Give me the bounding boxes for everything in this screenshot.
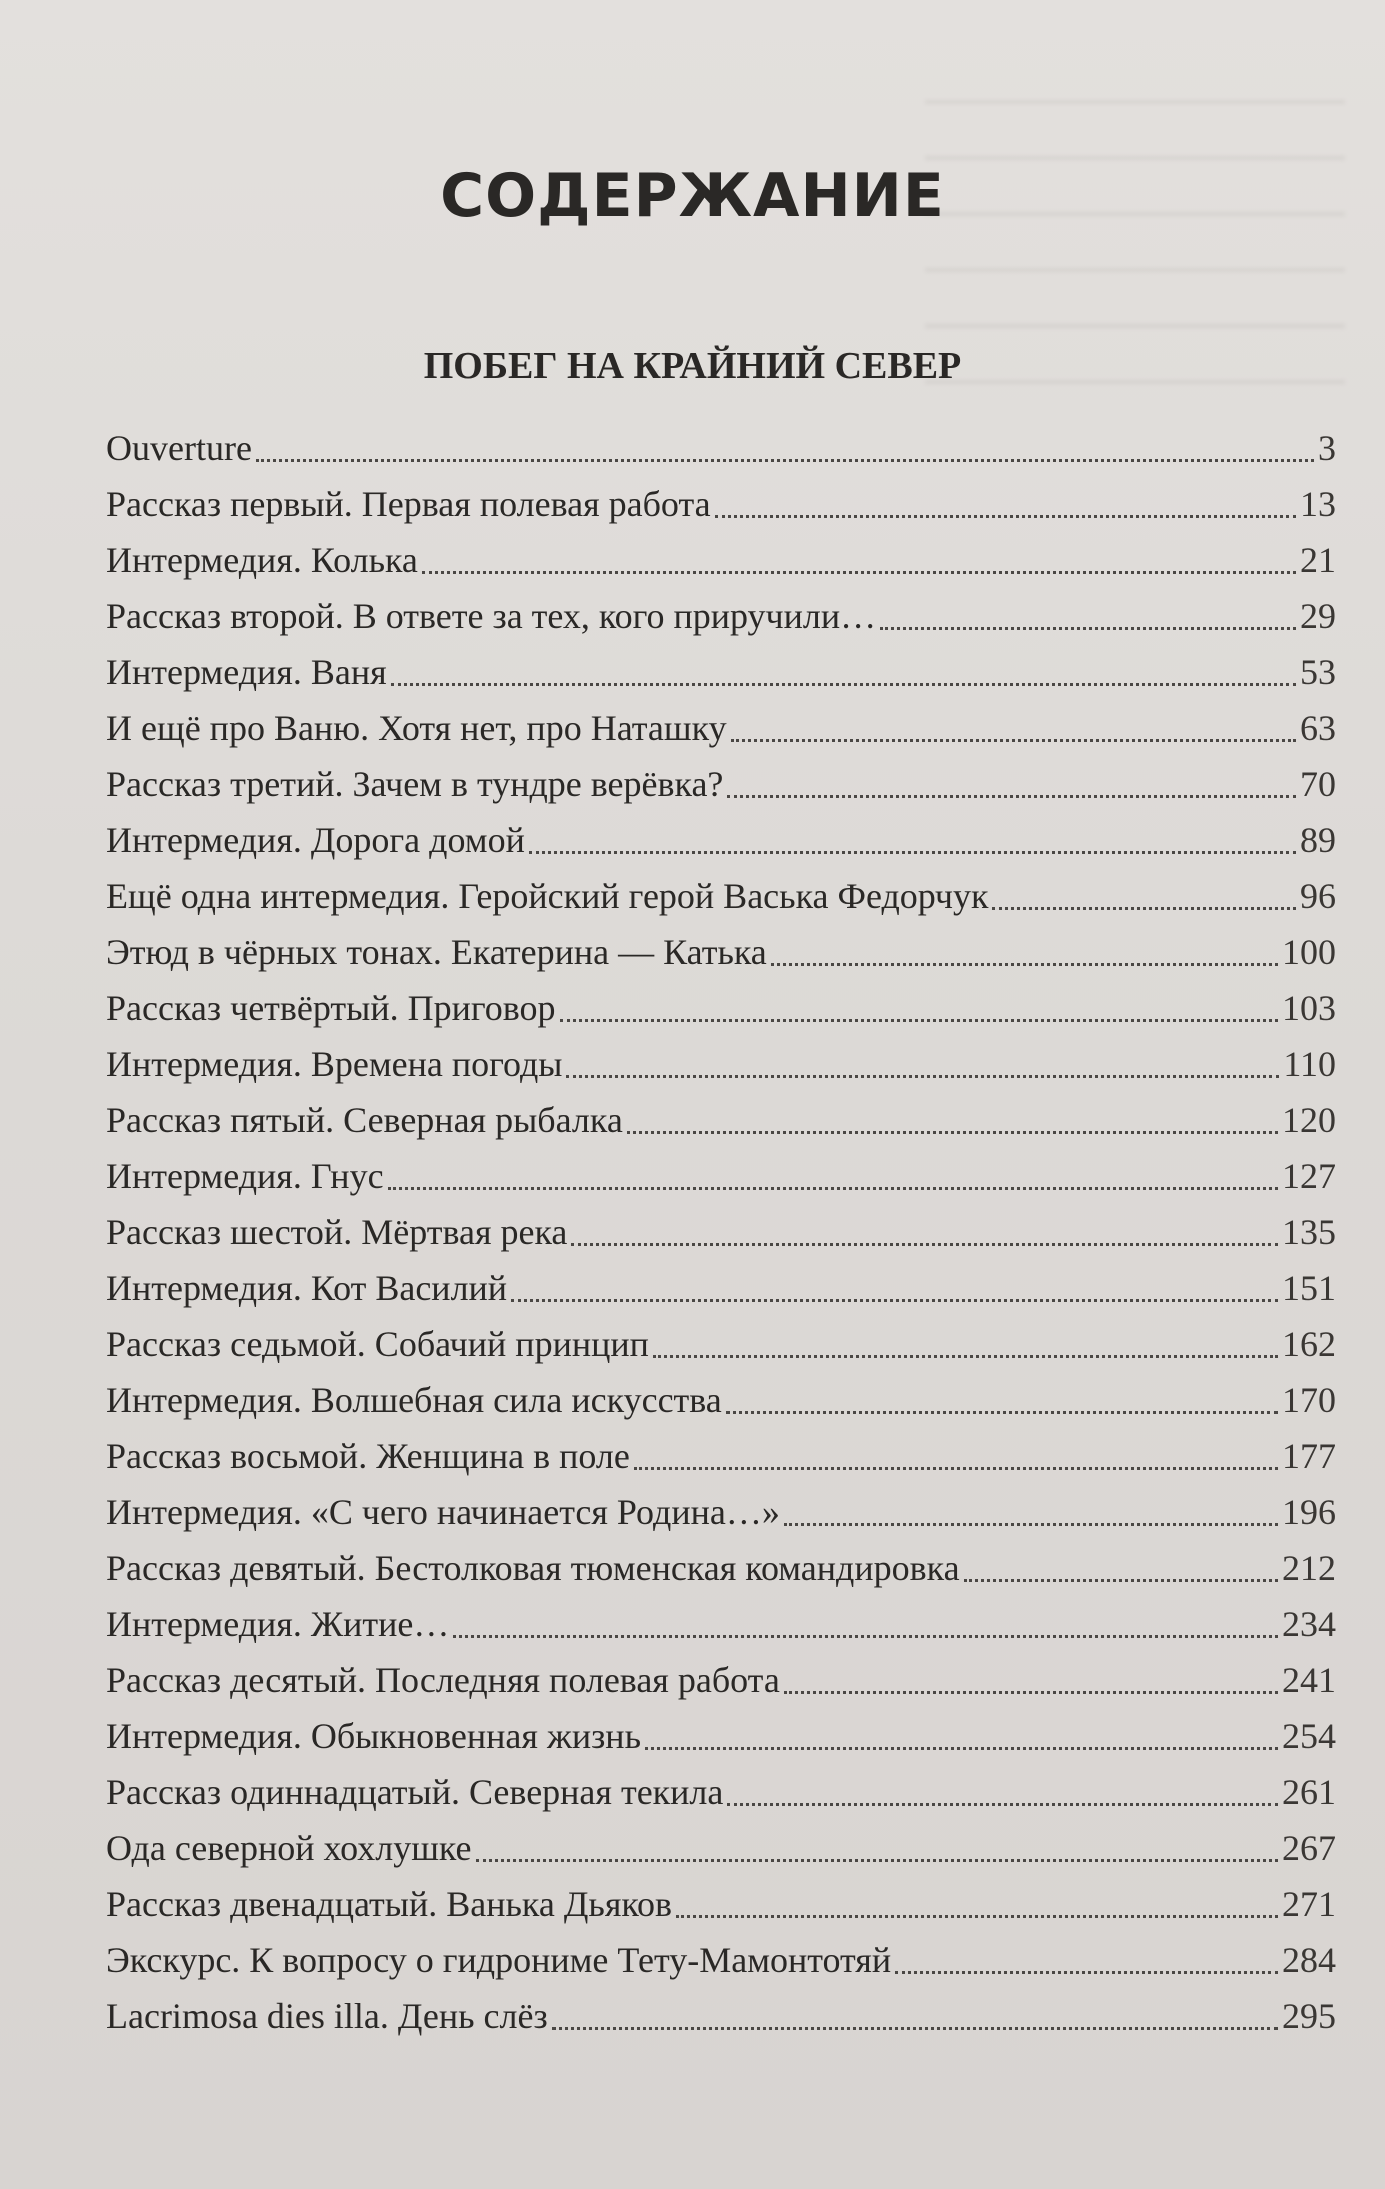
dot-leader: [634, 1463, 1278, 1470]
toc-entry: [106, 1148, 1336, 1204]
toc-entry-page: 29: [1300, 596, 1336, 636]
toc-entry: [106, 1596, 1336, 1652]
dot-leader: [895, 1967, 1278, 1974]
toc-entry: [106, 420, 1336, 476]
toc-entry-page: 100: [1282, 932, 1336, 972]
toc-entry: [106, 644, 1336, 700]
toc-entry-page: 120: [1282, 1100, 1336, 1140]
toc-entry-page: 271: [1282, 1884, 1336, 1924]
toc-entry-page: 212: [1282, 1548, 1336, 1588]
table-of-contents: [106, 420, 1336, 2044]
toc-entry-page: 162: [1282, 1324, 1336, 1364]
toc-entry-title: Интермедия. Времена погоды: [106, 1044, 563, 1084]
toc-entry-title: Рассказ двенадцатый. Ванька Дьяков: [106, 1884, 673, 1924]
toc-entry-title: Ouverture: [106, 428, 252, 468]
toc-entry-title: Интермедия. Житие…: [106, 1604, 450, 1644]
toc-entry-page: 135: [1282, 1212, 1336, 1252]
toc-entry-title: Рассказ четвёртый. Приговор: [106, 988, 556, 1028]
dot-leader: [627, 1127, 1278, 1134]
toc-entry-title: Рассказ второй. В ответе за тех, кого приручили…: [106, 596, 877, 636]
dot-leader: [552, 2023, 1278, 2030]
toc-entry-page: 295: [1282, 1996, 1336, 2036]
toc-entry-page: 234: [1282, 1604, 1336, 1644]
dot-leader: [880, 623, 1296, 630]
toc-entry-title: И ещё про Ваню. Хотя нет, про Наташку: [106, 708, 727, 748]
toc-entry: [106, 1260, 1336, 1316]
toc-entry: [106, 1932, 1336, 1988]
toc-entry-page: 103: [1282, 988, 1336, 1028]
toc-entry: [106, 1484, 1336, 1540]
toc-entry-title: Интермедия. Ваня: [106, 652, 387, 692]
toc-entry: [106, 1372, 1336, 1428]
toc-entry: [106, 476, 1336, 532]
toc-entry-title: Ещё одна интермедия. Геройский герой Васька Федорчук: [106, 876, 989, 916]
toc-entry: [106, 588, 1336, 644]
dot-leader: [726, 1407, 1278, 1414]
section-title: ПОБЕГ НА КРАЙНИЙ СЕВЕР: [423, 345, 962, 387]
toc-entry-title: Интермедия. Дорога домой: [106, 820, 525, 860]
toc-entry-page: 53: [1300, 652, 1336, 692]
dot-leader: [388, 1183, 1278, 1190]
dot-leader: [771, 959, 1278, 966]
toc-entry-title: Рассказ одиннадцатый. Северная текила: [106, 1772, 724, 1812]
toc-entry: [106, 980, 1336, 1036]
toc-entry-page: 70: [1300, 764, 1336, 804]
toc-entry: [106, 1708, 1336, 1764]
toc-entry-title: Рассказ третий. Зачем в тундре верёвка?: [106, 764, 724, 804]
toc-entry: [106, 1820, 1336, 1876]
toc-entry-title: Рассказ десятый. Последняя полевая работа: [106, 1660, 780, 1700]
dot-leader: [476, 1855, 1278, 1862]
dot-leader: [653, 1351, 1278, 1358]
toc-entry: [106, 868, 1336, 924]
dot-leader: [676, 1911, 1278, 1918]
toc-entry-page: 3: [1318, 428, 1336, 468]
toc-entry: [106, 1204, 1336, 1260]
toc-entry-page: 261: [1282, 1772, 1336, 1812]
toc-entry: [106, 756, 1336, 812]
toc-entry-title: Рассказ седьмой. Собачий принцип: [106, 1324, 649, 1364]
toc-entry: [106, 1316, 1336, 1372]
toc-entry: [106, 924, 1336, 980]
dot-leader: [784, 1687, 1278, 1694]
toc-entry-title: Интермедия. Колька: [106, 540, 418, 580]
toc-entry-page: 96: [1300, 876, 1336, 916]
toc-entry-page: 267: [1282, 1828, 1336, 1868]
toc-entry: [106, 1652, 1336, 1708]
toc-entry-page: 21: [1300, 540, 1336, 580]
toc-entry: [106, 1036, 1336, 1092]
toc-entry-title: Рассказ первый. Первая полевая работа: [106, 484, 711, 524]
toc-entry: [106, 1540, 1336, 1596]
toc-entry: [106, 1876, 1336, 1932]
toc-entry: [106, 1988, 1336, 2044]
toc-entry-page: 63: [1300, 708, 1336, 748]
dot-leader: [715, 511, 1296, 518]
dot-leader: [727, 791, 1296, 798]
toc-entry-page: 127: [1282, 1156, 1336, 1196]
toc-entry-title: Рассказ пятый. Северная рыбалка: [106, 1100, 623, 1140]
dot-leader: [529, 847, 1296, 854]
toc-entry-page: 284: [1282, 1940, 1336, 1980]
toc-entry-page: 177: [1282, 1436, 1336, 1476]
toc-entry-title: Экскурс. К вопросу о гидрониме Тету-Мамонтотяй: [106, 1940, 892, 1980]
dot-leader: [964, 1575, 1278, 1582]
dot-leader: [571, 1239, 1278, 1246]
toc-entry-title: Lacrimosa dies illa. День слёз: [106, 1996, 548, 2036]
dot-leader: [511, 1295, 1278, 1302]
toc-entry-title: Рассказ восьмой. Женщина в поле: [106, 1436, 630, 1476]
toc-entry-title: Интермедия. «С чего начинается Родина…»: [106, 1492, 780, 1532]
toc-entry-title: Интермедия. Волшебная сила искусства: [106, 1380, 722, 1420]
toc-entry-page: 89: [1300, 820, 1336, 860]
toc-entry-page: 196: [1282, 1492, 1336, 1532]
toc-entry-page: 241: [1282, 1660, 1336, 1700]
page-heading: СОДЕРЖАНИЕ: [440, 161, 945, 231]
dot-leader: [645, 1743, 1278, 1750]
toc-entry-title: Этюд в чёрных тонах. Екатерина — Катька: [106, 932, 767, 972]
toc-entry-page: 110: [1283, 1044, 1336, 1084]
dot-leader: [256, 455, 1314, 462]
dot-leader: [784, 1519, 1278, 1526]
dot-leader: [391, 679, 1296, 686]
toc-entry: [106, 700, 1336, 756]
toc-entry-page: 170: [1282, 1380, 1336, 1420]
toc-entry-title: Рассказ шестой. Мёртвая река: [106, 1212, 568, 1252]
toc-entry-page: 151: [1282, 1268, 1336, 1308]
toc-entry: [106, 532, 1336, 588]
toc-entry-page: 254: [1282, 1716, 1336, 1756]
dot-leader: [566, 1071, 1279, 1078]
dot-leader: [727, 1799, 1278, 1806]
toc-entry-title: Интермедия. Гнус: [106, 1156, 384, 1196]
toc-entry: [106, 1428, 1336, 1484]
toc-entry: [106, 812, 1336, 868]
toc-entry: [106, 1764, 1336, 1820]
dot-leader: [560, 1015, 1279, 1022]
dot-leader: [453, 1631, 1278, 1638]
toc-entry-title: Рассказ девятый. Бестолковая тюменская командировка: [106, 1548, 960, 1588]
dot-leader: [992, 903, 1296, 910]
toc-entry-title: Интермедия. Кот Василий: [106, 1268, 508, 1308]
dot-leader: [731, 735, 1296, 742]
toc-entry: [106, 1092, 1336, 1148]
dot-leader: [422, 567, 1296, 574]
toc-entry-title: Ода северной хохлушке: [106, 1828, 472, 1868]
toc-entry-page: 13: [1300, 484, 1336, 524]
toc-entry-title: Интермедия. Обыкновенная жизнь: [106, 1716, 641, 1756]
